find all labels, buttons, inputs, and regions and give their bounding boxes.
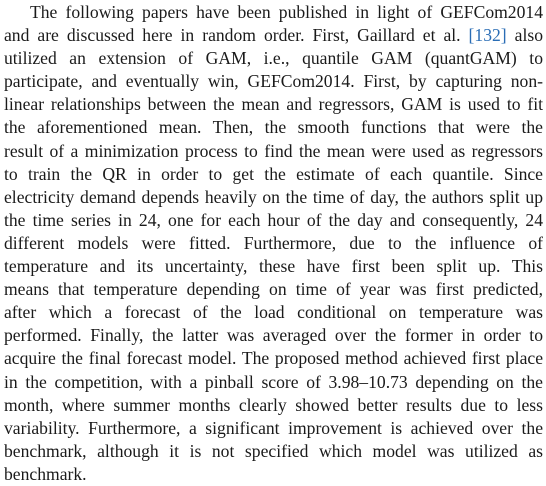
text-line	[4, 209, 543, 232]
text-line	[4, 417, 543, 440]
text-line	[4, 93, 543, 116]
text-segment: temperature and its uncertainty, these have first been split up. This	[4, 256, 543, 277]
text-line	[4, 463, 543, 486]
text-line	[4, 140, 543, 163]
text-line	[4, 440, 543, 463]
text-segment: benchmark.	[4, 463, 87, 484]
text-segment: variability. Furthermore, a significant improvement is achieved over the	[4, 417, 543, 438]
text-line	[4, 278, 543, 301]
text-line	[4, 70, 543, 93]
text-line	[4, 324, 543, 347]
text-segment: after which a forecast of the load conditional on temperature was	[4, 302, 543, 323]
citation-link[interactable]: [132]	[468, 25, 507, 46]
text-segment: result of a minimization process to find the mean were used as regressors	[4, 140, 543, 161]
text-segment: participate, and eventually win, GEFCom2014. First, by capturing non-	[4, 71, 543, 92]
text-line	[4, 301, 543, 324]
text-line	[4, 255, 543, 278]
text-segment: acquire the final forecast model. The proposed method achieved first place	[4, 348, 543, 369]
text-segment: and are discussed here in random order. First, Gaillard et al.	[4, 25, 469, 46]
text-segment: month, where summer months clearly showed better results due to less	[4, 394, 543, 415]
text-segment: the time series in 24, one for each hour of the day and consequently, 24	[4, 209, 543, 230]
text-line	[4, 24, 543, 47]
text-segment: also	[506, 25, 543, 46]
text-line	[4, 347, 543, 370]
text-line	[4, 394, 543, 417]
text-segment: linear relationships between the mean and regressors, GAM is used to fit	[4, 94, 543, 115]
text-segment: performed. Finally, the latter was averaged over the former in order to	[4, 325, 543, 346]
text-line	[4, 47, 543, 70]
text-segment: to train the QR in order to get the estimate of each quantile. Since	[4, 163, 543, 184]
text-segment: The following papers have been published in light of GEFCom2014	[30, 2, 543, 22]
text-line	[4, 232, 543, 255]
text-segment: benchmark, although it is not specified which model was utilized as	[4, 440, 543, 461]
text-segment: means that temperature depending on time of year was first predicted,	[4, 279, 543, 300]
text-line	[4, 1, 543, 24]
text-segment: different models were fitted. Furthermore, due to the influence of	[4, 232, 543, 253]
text-line	[4, 371, 543, 394]
text-segment: in the competition, with a pinball score of 3.98–10.73 depending on the	[4, 371, 543, 392]
body-paragraph	[4, 1, 543, 486]
text-line	[4, 186, 543, 209]
text-line	[4, 163, 543, 186]
text-segment: electricity demand depends heavily on the time of day, the authors split up	[4, 186, 543, 207]
text-segment: utilized an extension of GAM, i.e., quantile GAM (quantGAM) to	[4, 48, 543, 69]
text-segment: the aforementioned mean. Then, the smooth functions that were the	[4, 117, 543, 138]
text-line	[4, 116, 543, 139]
